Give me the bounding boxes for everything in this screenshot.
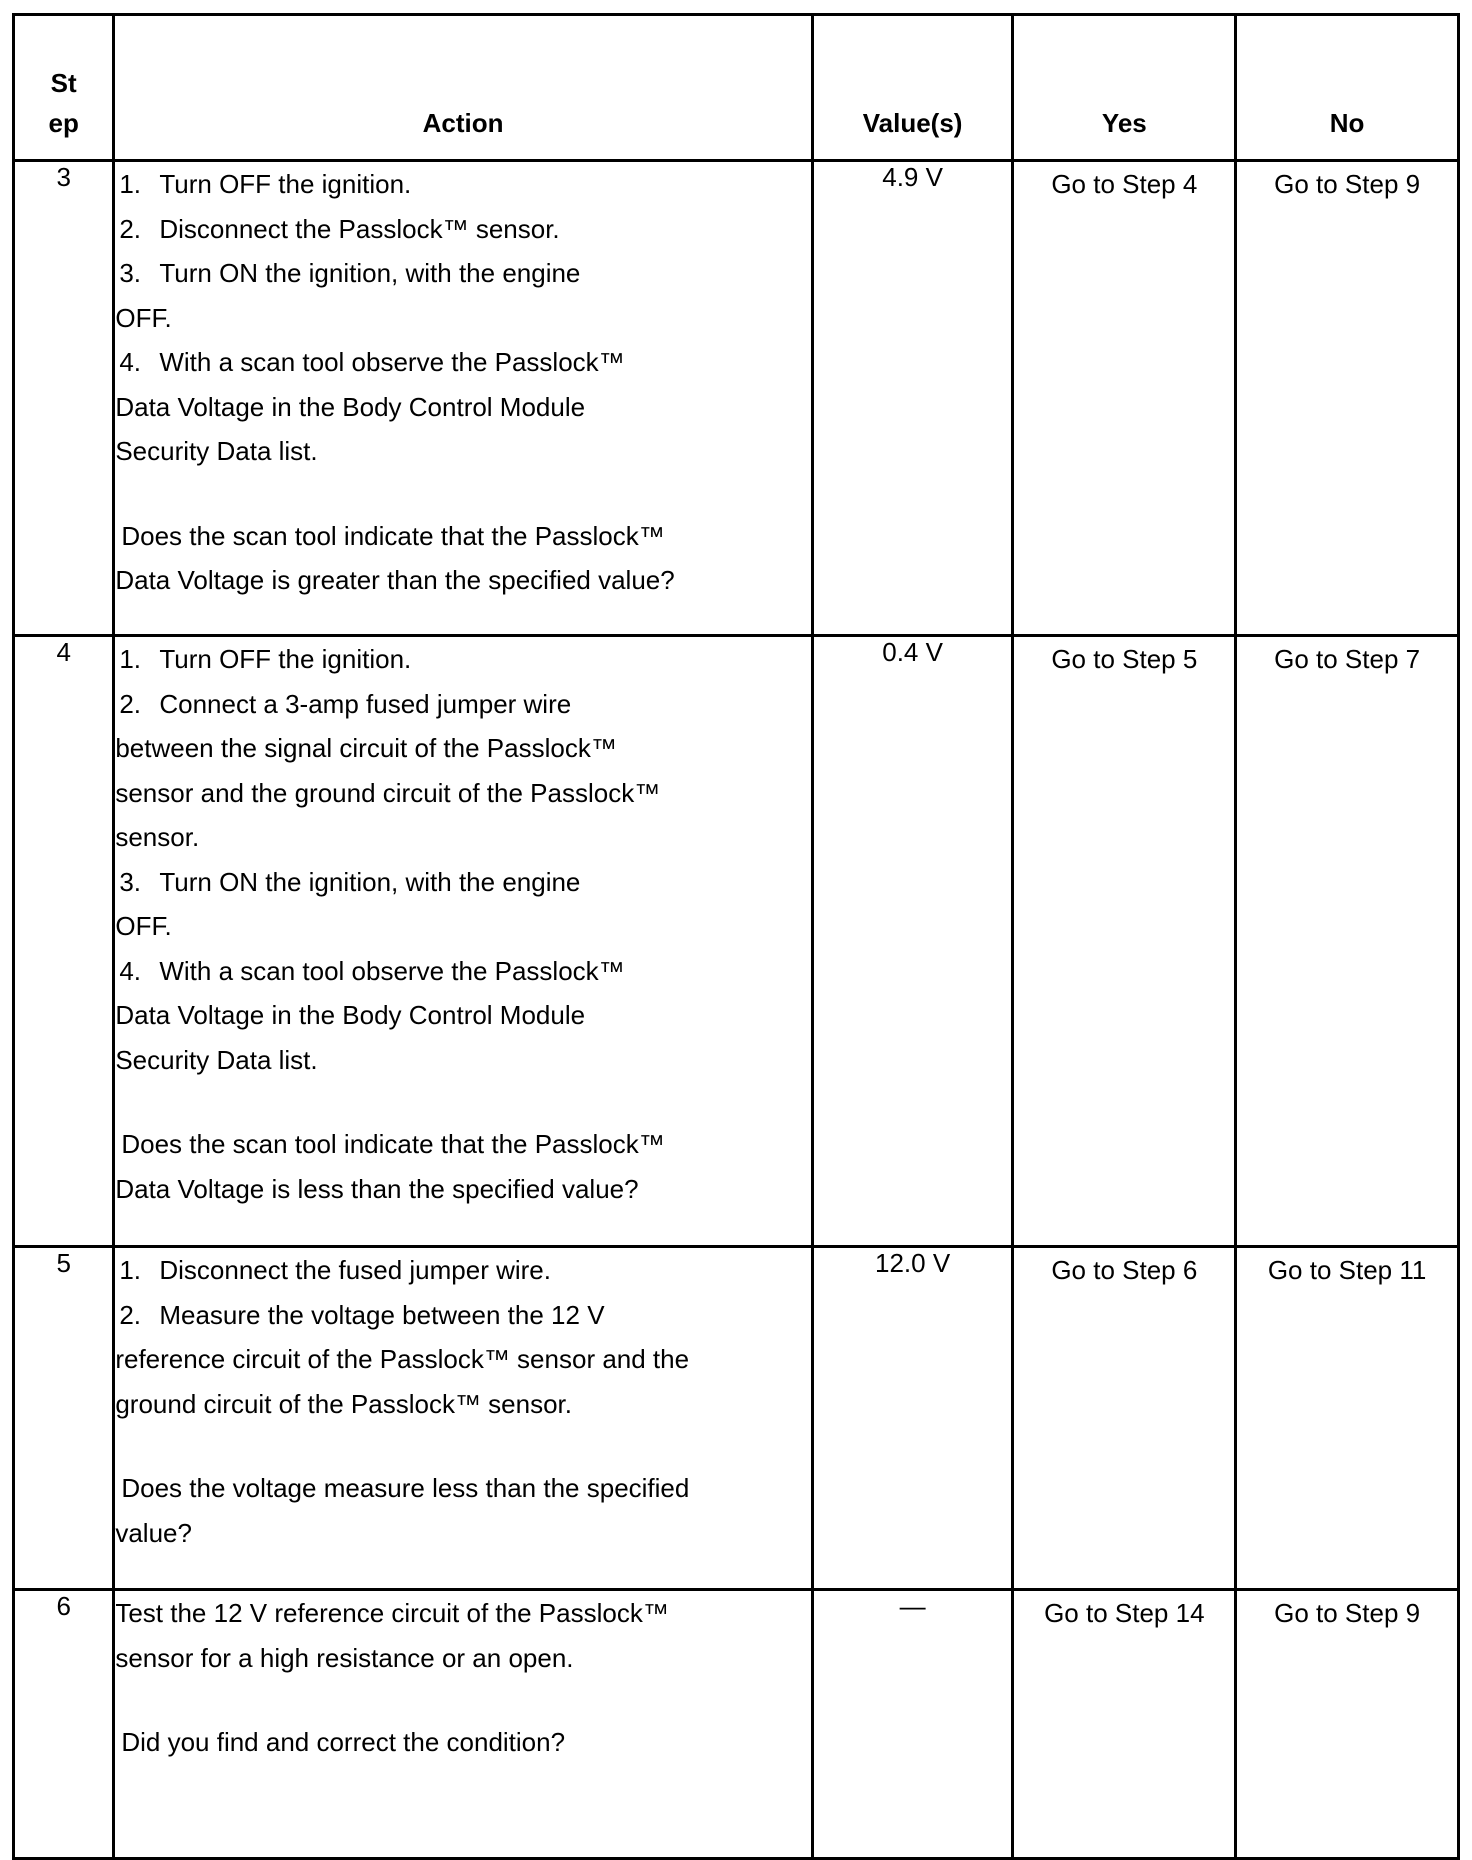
diagnostic-steps-table: [12, 13, 1460, 1860]
step-number: 6: [14, 1590, 114, 1859]
question-line: Does the voltage measure less than the specified: [121, 1473, 690, 1503]
no-goto: Go to Step 7: [1274, 644, 1421, 674]
step-number: 4: [14, 636, 114, 1247]
no-goto-step: 11: [1399, 1255, 1427, 1285]
no-goto: Go to Step 9: [1274, 169, 1421, 199]
action-line: 4. With a scan tool observe the Passlock™: [119, 347, 625, 377]
yes-cell: [1013, 1247, 1236, 1590]
header-row: [14, 15, 1459, 161]
action-line: 1. Turn OFF the ignition.: [119, 169, 412, 199]
question-line: Does the scan tool indicate that the Passlock™: [121, 520, 665, 551]
yes-goto: Go to Step 5: [1051, 644, 1198, 674]
action-line: Security Data list.: [115, 436, 318, 466]
header-action: Action: [114, 15, 812, 161]
no-cell: [1236, 1590, 1459, 1859]
no-cell: [1236, 636, 1459, 1247]
question-line: Does the scan tool indicate that the Passlock™: [121, 1129, 665, 1159]
action-line: OFF.: [115, 302, 172, 333]
action-line: Data Voltage in the Body Control Module: [115, 1000, 586, 1030]
action-line: between the signal circuit of the Passlock™: [115, 733, 617, 763]
action-line: sensor for a high resistance or an open.: [115, 1642, 574, 1673]
header-value: Value(s): [812, 15, 1013, 161]
yes-cell: [1013, 1590, 1236, 1859]
action-line: sensor and the ground circuit of the Passlock™: [115, 777, 661, 808]
action-line: 1. Disconnect the fused jumper wire.: [119, 1255, 551, 1285]
header-step: [14, 15, 114, 161]
table-row: [14, 1590, 1459, 1859]
action-cell: [114, 636, 812, 1247]
question-line: Did you find and correct the condition?: [121, 1727, 566, 1757]
yes-cell: [1013, 161, 1236, 636]
table-row: [14, 161, 1459, 636]
action-line: 3. Turn ON the ignition, with the engine: [119, 258, 581, 288]
action-line: reference circuit of the Passlock™ sensor and the: [115, 1344, 690, 1374]
step-number: 5: [14, 1247, 114, 1590]
header-no: No: [1236, 15, 1459, 161]
yes-goto: Go to Step: [1044, 1598, 1169, 1628]
table-row: [14, 636, 1459, 1247]
yes-goto-step: 14: [1175, 1598, 1205, 1628]
value-cell: 4.9 V: [812, 161, 1013, 636]
action-line: 3. Turn ON the ignition, with the engine: [119, 866, 581, 897]
action-line: 2. Measure the voltage between the 12 V: [119, 1299, 605, 1330]
yes-goto: Go to Step 4: [1051, 169, 1198, 199]
header-step-line1: St: [50, 68, 77, 98]
value-cell: 12.0 V: [812, 1247, 1013, 1590]
question-line: Data Voltage is less than the specified value?: [115, 1173, 639, 1204]
value-cell: —: [812, 1590, 1013, 1859]
action-cell: [114, 1590, 812, 1859]
action-line: sensor.: [115, 822, 200, 852]
action-line: Test the 12 V reference circuit of the Passlock™: [115, 1598, 669, 1628]
header-step-line2: ep: [48, 108, 79, 138]
action-line: Data Voltage in the Body Control Module: [115, 391, 586, 422]
action-cell: [114, 161, 812, 636]
table-row: [14, 1247, 1459, 1590]
yes-goto: Go to Step 6: [1051, 1255, 1198, 1285]
action-line: 4. With a scan tool observe the Passlock™: [119, 955, 625, 986]
action-line: Security Data list.: [115, 1044, 318, 1075]
no-cell: [1236, 161, 1459, 636]
action-line: 2. Connect a 3-amp fused jumper wire: [119, 688, 572, 719]
no-goto: Go to Step: [1267, 1255, 1393, 1285]
action-line: 2. Disconnect the Passlock™ sensor.: [119, 213, 560, 244]
action-line: ground circuit of the Passlock™ sensor.: [115, 1388, 573, 1419]
no-cell: [1236, 1247, 1459, 1590]
step-number: 3: [14, 161, 114, 636]
value-cell: 0.4 V: [812, 636, 1013, 1247]
yes-cell: [1013, 636, 1236, 1247]
question-line: Data Voltage is greater than the specified value?: [115, 565, 675, 595]
header-yes: Yes: [1013, 15, 1236, 161]
action-line: 1. Turn OFF the ignition.: [119, 644, 412, 674]
action-line: OFF.: [115, 911, 172, 941]
question-line: value?: [115, 1517, 192, 1548]
no-goto: Go to Step 9: [1274, 1598, 1421, 1628]
action-cell: [114, 1247, 812, 1590]
